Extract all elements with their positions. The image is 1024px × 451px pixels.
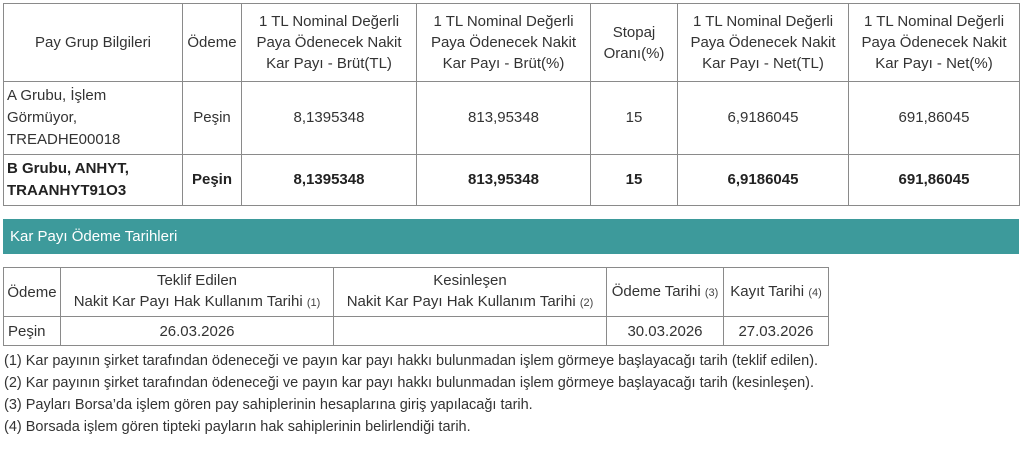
cell-brut-tl: 8,1395348 — [242, 82, 417, 155]
footnote-ref-1: (1) — [306, 297, 321, 309]
footnote-ref-3: (3) — [704, 286, 719, 299]
payment-dates-table — [3, 267, 829, 346]
header-net-pct: 1 TL Nominal Değerli Paya Ödenecek Nakit Kar Payı - Net(%) — [849, 4, 1020, 82]
header-odeme-tarihi — [607, 268, 724, 317]
cell-net-pct: 691,86045 — [849, 82, 1020, 155]
cell-odeme: Peşin — [4, 317, 61, 346]
cell-net-pct: 691,86045 — [849, 155, 1020, 206]
header-teklif-line2: Nakit Kar Payı Hak Kullanım Tarihi — [73, 293, 303, 310]
table-row — [4, 155, 1020, 206]
cell-stopaj: 15 — [591, 82, 678, 155]
footnotes — [4, 350, 1020, 438]
cell-odeme-tarihi: 30.03.2026 — [607, 317, 724, 346]
cell-stopaj: 15 — [591, 155, 678, 206]
footnote-3: (3) Payları Borsa’da işlem gören pay sahiplerinin hesaplarına giriş yapılacağı tarih. — [4, 397, 533, 413]
cell-kesin — [334, 317, 607, 346]
table-row — [4, 82, 1020, 155]
header-kesin-line1: Kesinleşen — [433, 272, 507, 289]
header-odeme-tarihi-label: Ödeme Tarihi — [611, 282, 701, 300]
cell-pay-group: A Grubu, İşlem Görmüyor, TREADHE00018 — [4, 82, 183, 155]
header-odeme: Ödeme — [4, 268, 61, 317]
dividend-info-table — [3, 3, 1020, 206]
table-row — [4, 317, 829, 346]
header-teklif-line1: Teklif Edilen — [156, 272, 238, 289]
cell-kayit-tarihi: 27.03.2026 — [724, 317, 829, 346]
footnote-ref-2: (2) — [579, 297, 594, 309]
footnote-1: (1) Kar payının şirket tarafından ödeneceği ve payın kar payı hakkı bulunmadan işlem görmeye başlayacağı tarih (teklif edilen). — [4, 353, 819, 369]
footnote-2: (2) Kar payının şirket tarafından ödeneceği ve payın kar payı hakkı bulunmadan işlem görmeye başlayacağı tarih (kesinleşen). — [4, 375, 815, 391]
header-kesin-line2: Nakit Kar Payı Hak Kullanım Tarihi — [346, 293, 576, 310]
header-kesin — [334, 268, 607, 317]
header-stopaj: Stopaj Oranı(%) — [591, 4, 678, 82]
cell-brut-tl: 8,1395348 — [242, 155, 417, 206]
table-header-row — [4, 268, 829, 317]
header-kayit-tarihi-label: Kayıt Tarihi — [730, 282, 805, 300]
header-pay-group: Pay Grup Bilgileri — [4, 4, 183, 82]
header-odeme: Ödeme — [183, 4, 242, 82]
cell-pay-group: B Grubu, ANHYT, TRAANHYT91O3 — [4, 155, 183, 206]
footnote-4: (4) Borsada işlem gören tipteki payların hak sahiplerinin belirlendiği tarih. — [4, 419, 471, 435]
cell-odeme: Peşin — [183, 155, 242, 206]
section-banner: Kar Payı Ödeme Tarihleri — [3, 219, 1019, 254]
header-brut-pct: 1 TL Nominal Değerli Paya Ödenecek Nakit Kar Payı - Brüt(%) — [417, 4, 591, 82]
header-brut-tl: 1 TL Nominal Değerli Paya Ödenecek Nakit Kar Payı - Brüt(TL) — [242, 4, 417, 82]
cell-net-tl: 6,9186045 — [678, 82, 849, 155]
cell-brut-pct: 813,95348 — [417, 155, 591, 206]
cell-brut-pct: 813,95348 — [417, 82, 591, 155]
table-header-row — [4, 4, 1020, 82]
cell-odeme: Peşin — [183, 82, 242, 155]
header-net-tl: 1 TL Nominal Değerli Paya Ödenecek Nakit Kar Payı - Net(TL) — [678, 4, 849, 82]
footnote-ref-4: (4) — [808, 286, 822, 299]
cell-net-tl: 6,9186045 — [678, 155, 849, 206]
cell-teklif: 26.03.2026 — [61, 317, 334, 346]
header-kayit-tarihi — [724, 268, 829, 317]
header-teklif — [61, 268, 334, 317]
